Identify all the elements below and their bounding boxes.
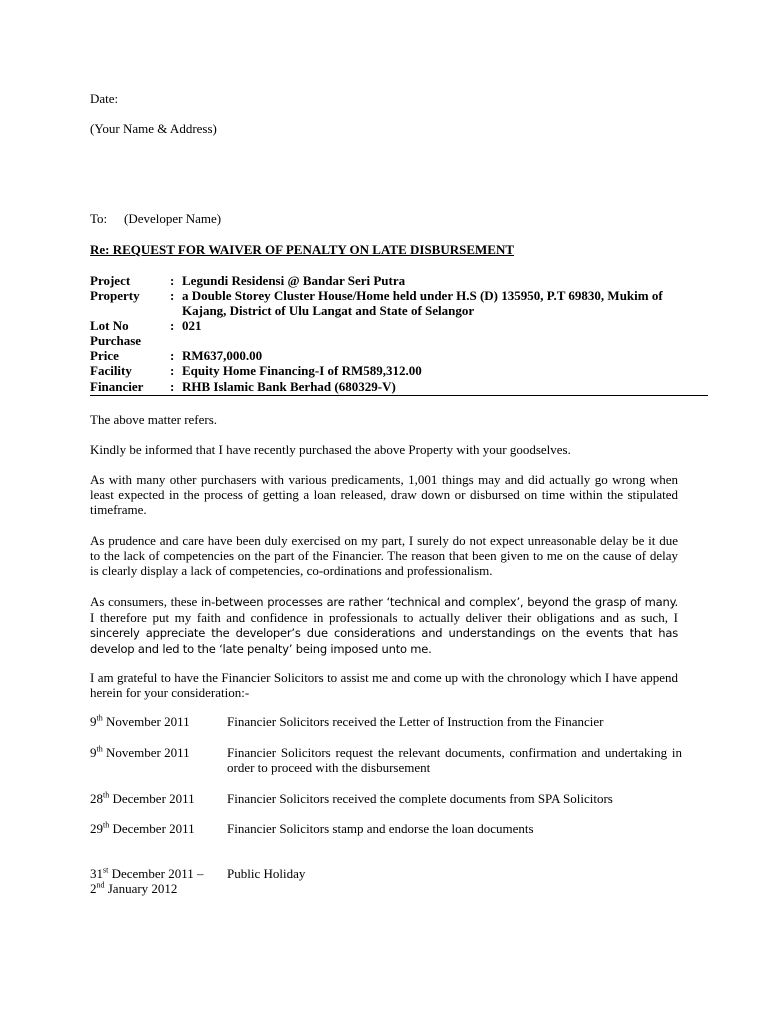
detail-label: Lot No	[90, 318, 129, 333]
detail-label: Project	[90, 273, 131, 288]
detail-label: Facility	[90, 363, 132, 378]
chronology-date	[90, 714, 220, 729]
chronology-date	[90, 791, 220, 806]
detail-label: Purchase	[90, 333, 142, 348]
date-label: Date:	[90, 91, 119, 106]
detail-separator: :	[170, 273, 175, 288]
detail-row	[90, 318, 690, 333]
to-value: (Developer Name)	[124, 211, 222, 226]
detail-separator: :	[170, 288, 175, 303]
paragraph-text: As consumers, these	[90, 594, 198, 609]
date-suffix: th	[103, 820, 110, 830]
to-label: To:	[90, 211, 108, 226]
date-month-year: January 2012	[104, 881, 178, 896]
paragraph: I am grateful to have the Financier Solicitors to assist me and come up with the chronology which I have append herein for your consideration:-	[90, 670, 678, 700]
detail-separator: :	[170, 363, 175, 378]
paragraph: The above matter refers.	[90, 412, 218, 427]
chronology-date	[90, 821, 220, 836]
chronology-event: Financier Solicitors stamp and endorse the loan documents	[227, 821, 534, 836]
chronology-date	[90, 866, 220, 896]
horizontal-rule	[90, 395, 708, 396]
detail-row	[90, 288, 690, 318]
detail-row	[90, 379, 690, 394]
detail-separator: :	[170, 348, 175, 363]
paragraph-text-alt-font: sincerely appreciate the developer’s due considerations and understandings on the events that has develop and led to the ‘late penalty’ being imposed unto me.	[90, 626, 678, 656]
detail-value: RHB Islamic Bank Berhad (680329-V)	[182, 379, 396, 394]
chronology-date	[90, 745, 220, 760]
paragraph: Kindly be informed that I have recently purchased the above Property with your goodselves.	[90, 442, 571, 457]
detail-value: Equity Home Financing-I of RM589,312.00	[182, 363, 422, 378]
date-month-year: November 2011	[102, 714, 190, 729]
subject-line: Re: REQUEST FOR WAIVER OF PENALTY ON LATE DISBURSEMENT	[90, 242, 515, 257]
date-day: 29	[90, 821, 103, 836]
date-suffix: th	[103, 790, 110, 800]
paragraph: As with many other purchasers with various predicaments, 1,001 things may and did actually go wrong when least expected in the process of getting a loan released, draw down or disbursed on time within the stipulated timeframe.	[90, 472, 678, 517]
chronology-event: Financier Solicitors request the relevant documents, confirmation and undertaking in order to proceed with the disbursement	[227, 745, 682, 775]
date-suffix: th	[96, 744, 103, 754]
chronology-event: Public Holiday	[227, 866, 306, 881]
date-suffix: st	[103, 865, 109, 875]
date-day: 31	[90, 866, 103, 881]
detail-value: Legundi Residensi @ Bandar Seri Putra	[182, 273, 406, 288]
date-day: 2	[90, 881, 97, 896]
detail-value: 021	[182, 318, 202, 333]
paragraph-text-alt-font: in-between processes are rather ‘technical and complex’, beyond the grasp of many.	[201, 595, 679, 609]
detail-separator: :	[170, 379, 175, 394]
sender-placeholder: (Your Name & Address)	[90, 121, 217, 136]
date-suffix: th	[96, 713, 103, 723]
date-day: 9	[90, 714, 97, 729]
detail-row	[90, 333, 690, 348]
date-suffix: nd	[96, 880, 105, 890]
detail-row	[90, 363, 690, 378]
paragraph: As prudence and care have been duly exercised on my part, I surely do not expect unreasonable delay be it due to the lack of competencies on the part of the Financier. The reason that been given to me on the cause of delay is clearly display a lack of competencies, co-ordinations and professionalism.	[90, 533, 678, 578]
detail-label: Financier	[90, 379, 144, 394]
date-day: 9	[90, 745, 97, 760]
detail-separator: :	[170, 318, 175, 333]
paragraph-text: I therefore put my faith and confidence in professionals to actually deliver their obligations and as such, I	[90, 610, 678, 625]
detail-label: Property	[90, 288, 140, 303]
detail-value: RM637,000.00	[182, 348, 263, 363]
date-day: 28	[90, 791, 103, 806]
date-month-year: December 2011	[109, 821, 195, 836]
date-month-year: December 2011	[109, 791, 195, 806]
detail-label: Price	[90, 348, 119, 363]
date-month-year: December 2011 –	[108, 866, 204, 881]
chronology-event: Financier Solicitors received the Letter of Instruction from the Financier	[227, 714, 604, 729]
detail-value: a Double Storey Cluster House/Home held under H.S (D) 135950, P.T 69830, Mukim of Kajang, District of Ulu Langat and State of Selangor	[182, 288, 663, 318]
detail-row	[90, 273, 690, 288]
detail-row	[90, 348, 690, 363]
date-month-year: November 2011	[102, 745, 190, 760]
paragraph	[90, 594, 678, 657]
chronology-event: Financier Solicitors received the complete documents from SPA Solicitors	[227, 791, 613, 806]
